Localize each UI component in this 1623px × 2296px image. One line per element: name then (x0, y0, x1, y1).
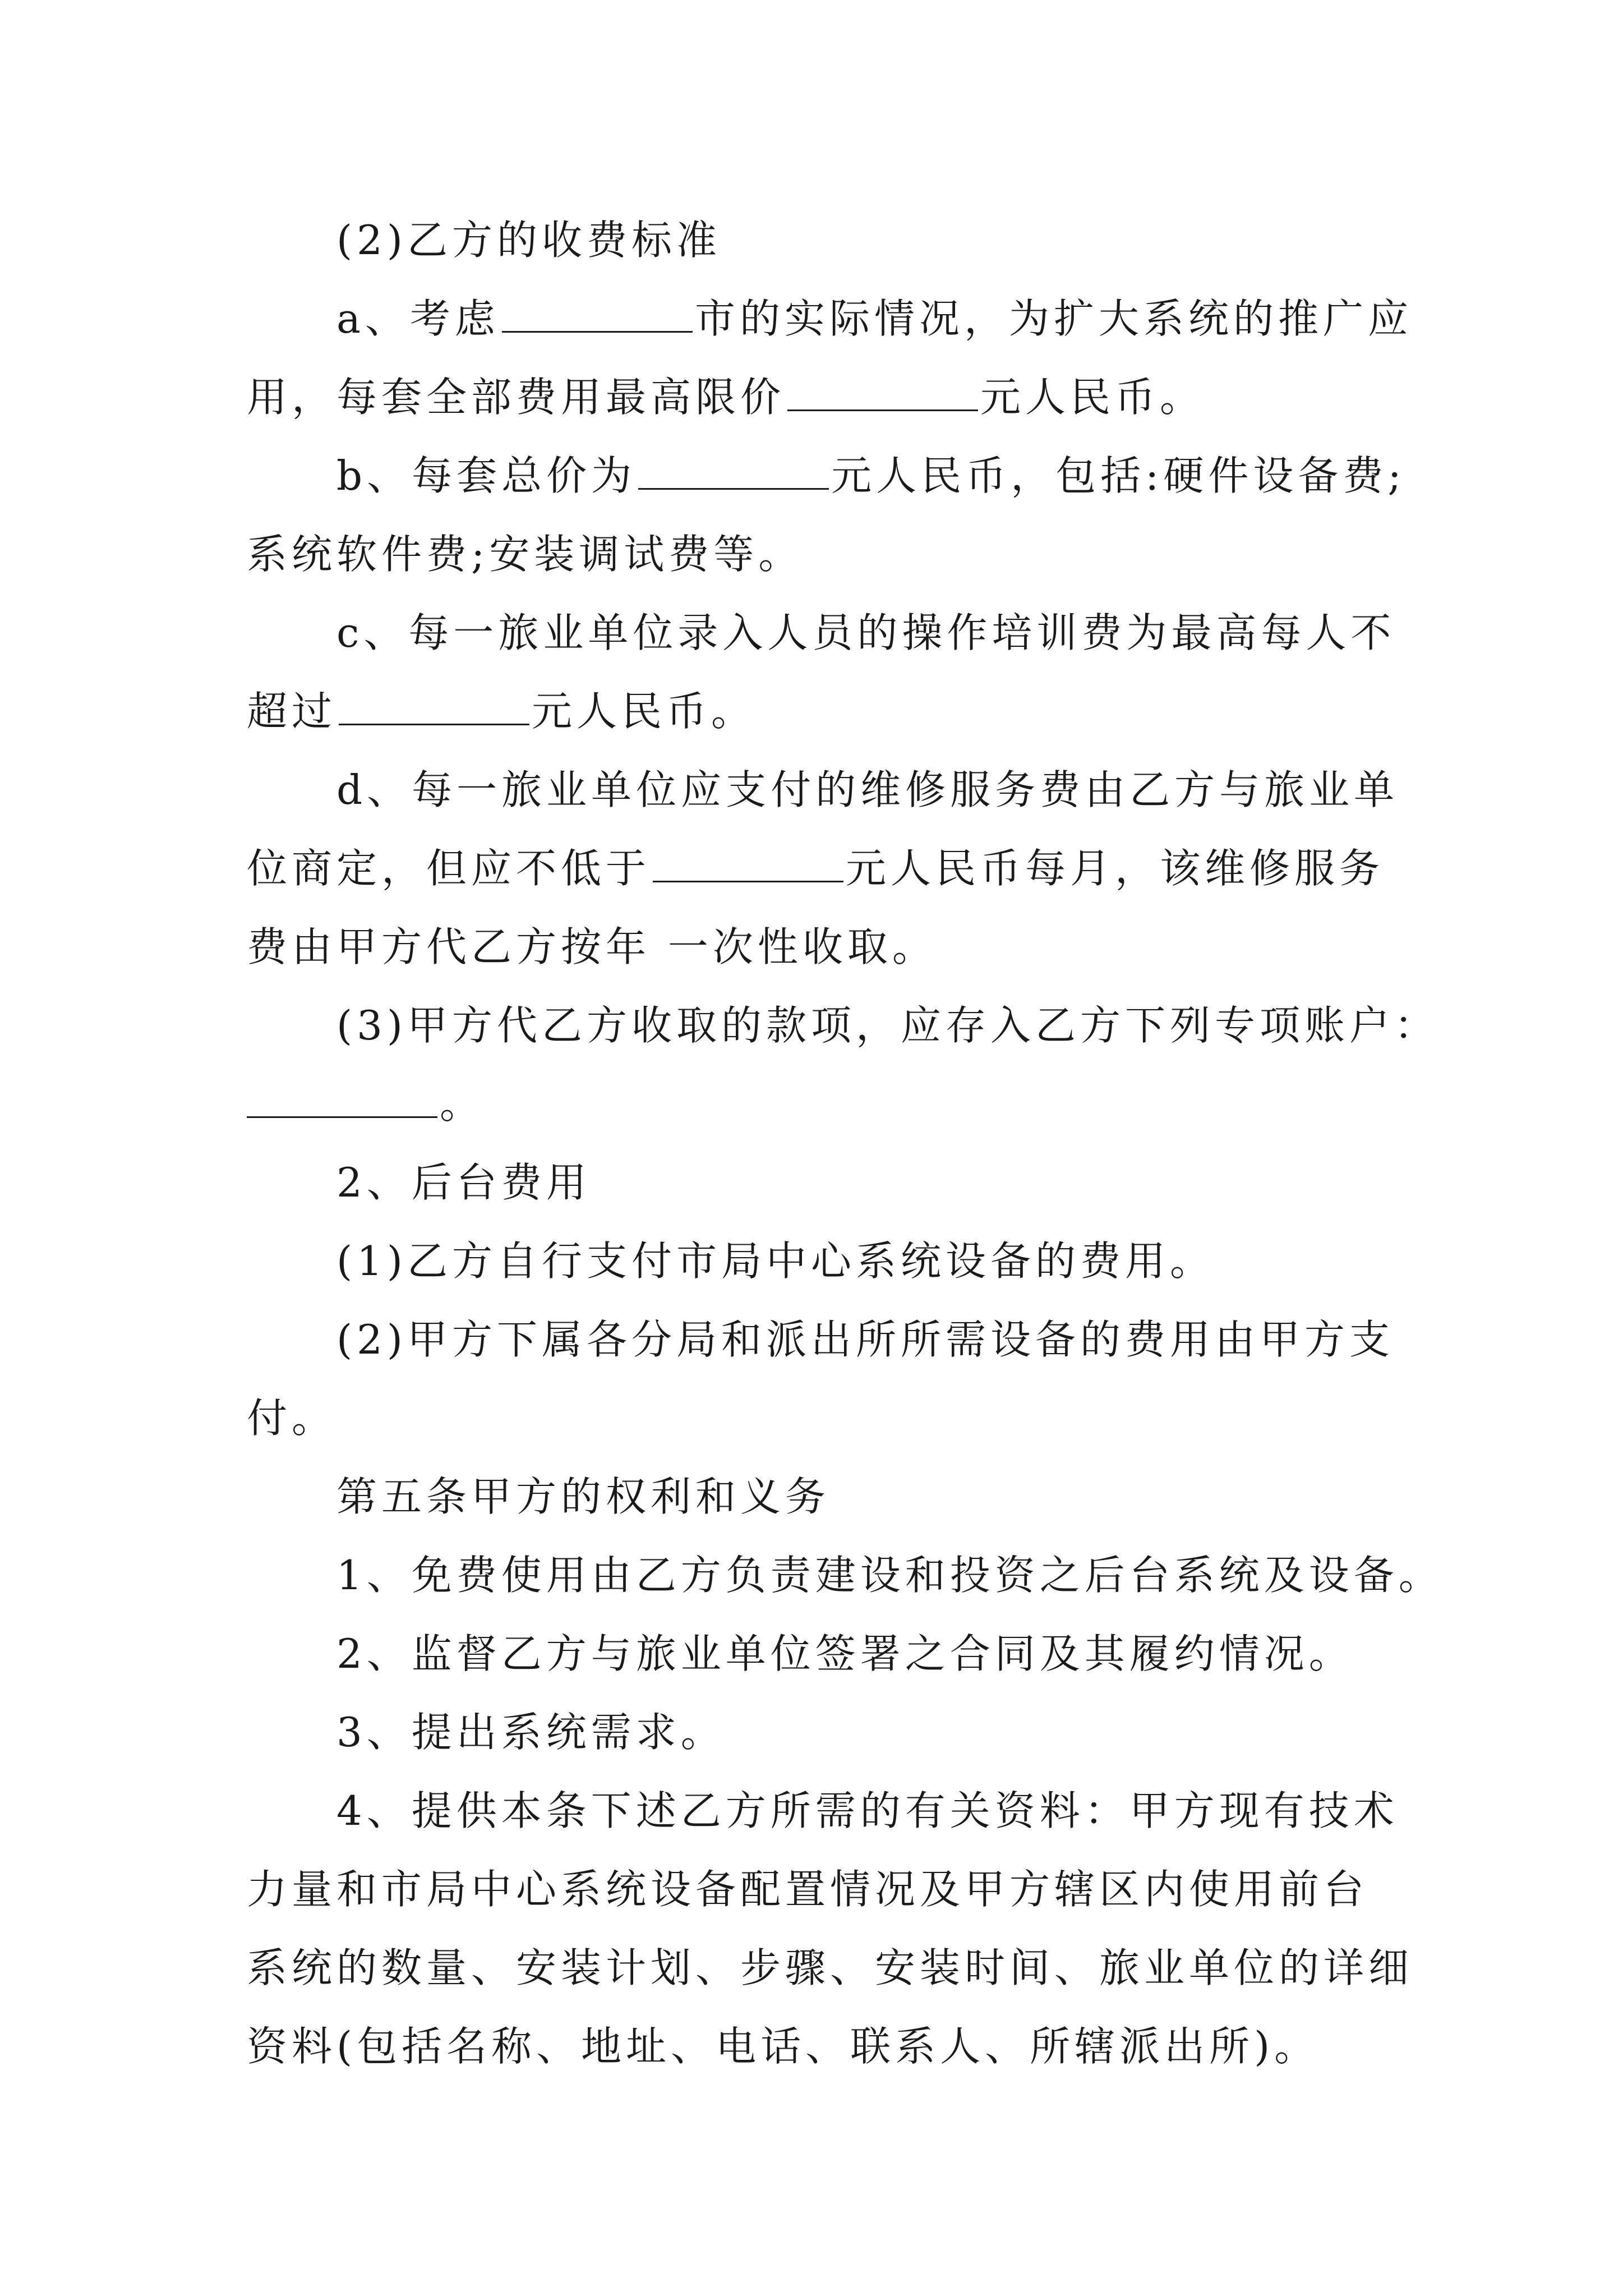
line-text: 付。 (247, 1395, 337, 1442)
text-line-2 (336, 291, 1413, 347)
line-text: 2、监督乙方与旅业单位签署之合同及其履约情况。 (336, 1630, 1354, 1677)
text-line-16 (247, 1390, 336, 1446)
line-text: c、每一旅业单位录入人员的操作培训费为最高每人不 (336, 609, 1396, 656)
text-line-7 (247, 683, 756, 739)
text-line-12 (247, 1076, 485, 1132)
line-text: 系统软件费;安装调试费等。 (247, 531, 804, 578)
text-line-3 (247, 369, 1205, 425)
line-text: 1、免费使用由乙方负责建设和投资之后台系统及设备。 (336, 1552, 1444, 1599)
text-line-20 (336, 1704, 726, 1760)
line-text: 力量和市局中心系统设备配置情况及甲方辖区内使用前台 (247, 1866, 1369, 1913)
text-line-23 (247, 1940, 1413, 1996)
line-text: 。 (440, 1080, 485, 1128)
fill-blank[interactable] (638, 451, 829, 490)
text-line-8 (336, 762, 1399, 818)
line-text: 元人民币每月，该维修服务 (846, 845, 1385, 892)
line-text: 系统的数量、安装计划、步骤、安装时间、旅业单位的详细 (247, 1944, 1414, 1991)
fill-blank[interactable] (502, 294, 693, 333)
line-text: 3、提出系统需求。 (336, 1709, 726, 1756)
text-line-14 (336, 1233, 1215, 1289)
fill-blank[interactable] (339, 687, 529, 725)
line-text: 市的实际情况，为扩大系统的推广应 (694, 295, 1413, 342)
text-line-10 (247, 919, 937, 975)
text-line-5 (247, 526, 803, 582)
line-text: a、考虑 (336, 295, 500, 342)
text-line-15 (336, 1312, 1394, 1368)
fill-blank[interactable] (247, 1079, 437, 1118)
line-text: 2、后台费用 (336, 1159, 591, 1206)
text-line-1 (336, 212, 721, 268)
section-heading (336, 1469, 830, 1525)
line-text: 费由甲方代乙方按年 一次性收取。 (247, 923, 937, 970)
line-text: 元人民币。 (980, 374, 1205, 421)
line-text: 元人民币，包括:硬件设备费; (831, 452, 1406, 499)
text-line-4 (336, 448, 1406, 504)
text-line-11 (336, 997, 1439, 1053)
line-text: 元人民币。 (532, 688, 757, 735)
text-line-24 (247, 2018, 1319, 2074)
text-line-13 (336, 1154, 591, 1211)
line-text: 用，每套全部费用最高限价 (247, 374, 786, 421)
line-text: 超过 (247, 688, 337, 735)
line-text: 第五条甲方的权利和义务 (336, 1473, 831, 1520)
text-line-22 (247, 1861, 1368, 1917)
text-line-19 (336, 1626, 1354, 1682)
line-text: (2)甲方下属各分局和派出所所需设备的费用由甲方支 (336, 1316, 1394, 1363)
text-line-9 (247, 840, 1384, 896)
line-text: b、每套总价为 (336, 452, 637, 499)
line-text: (1)乙方自行支付市局中心系统设备的费用。 (336, 1237, 1215, 1285)
line-text: (2)乙方的收费标准 (336, 217, 721, 264)
text-line-21 (336, 1783, 1399, 1839)
text-line-18 (336, 1547, 1444, 1603)
line-text: 位商定，但应不低于 (247, 845, 651, 892)
line-text: 4、提供本条下述乙方所需的有关资料：甲方现有技术 (336, 1787, 1399, 1834)
line-text: (3)甲方代乙方收取的款项，应存入乙方下列专项账户： (336, 1002, 1439, 1049)
fill-blank[interactable] (653, 844, 843, 882)
fill-blank[interactable] (787, 372, 978, 411)
line-text: 资料(包括名称、地址、电话、联系人、所辖派出所)。 (247, 2023, 1320, 2070)
line-text: d、每一旅业单位应支付的维修服务费由乙方与旅业单 (336, 766, 1399, 813)
text-line-6 (336, 605, 1395, 661)
